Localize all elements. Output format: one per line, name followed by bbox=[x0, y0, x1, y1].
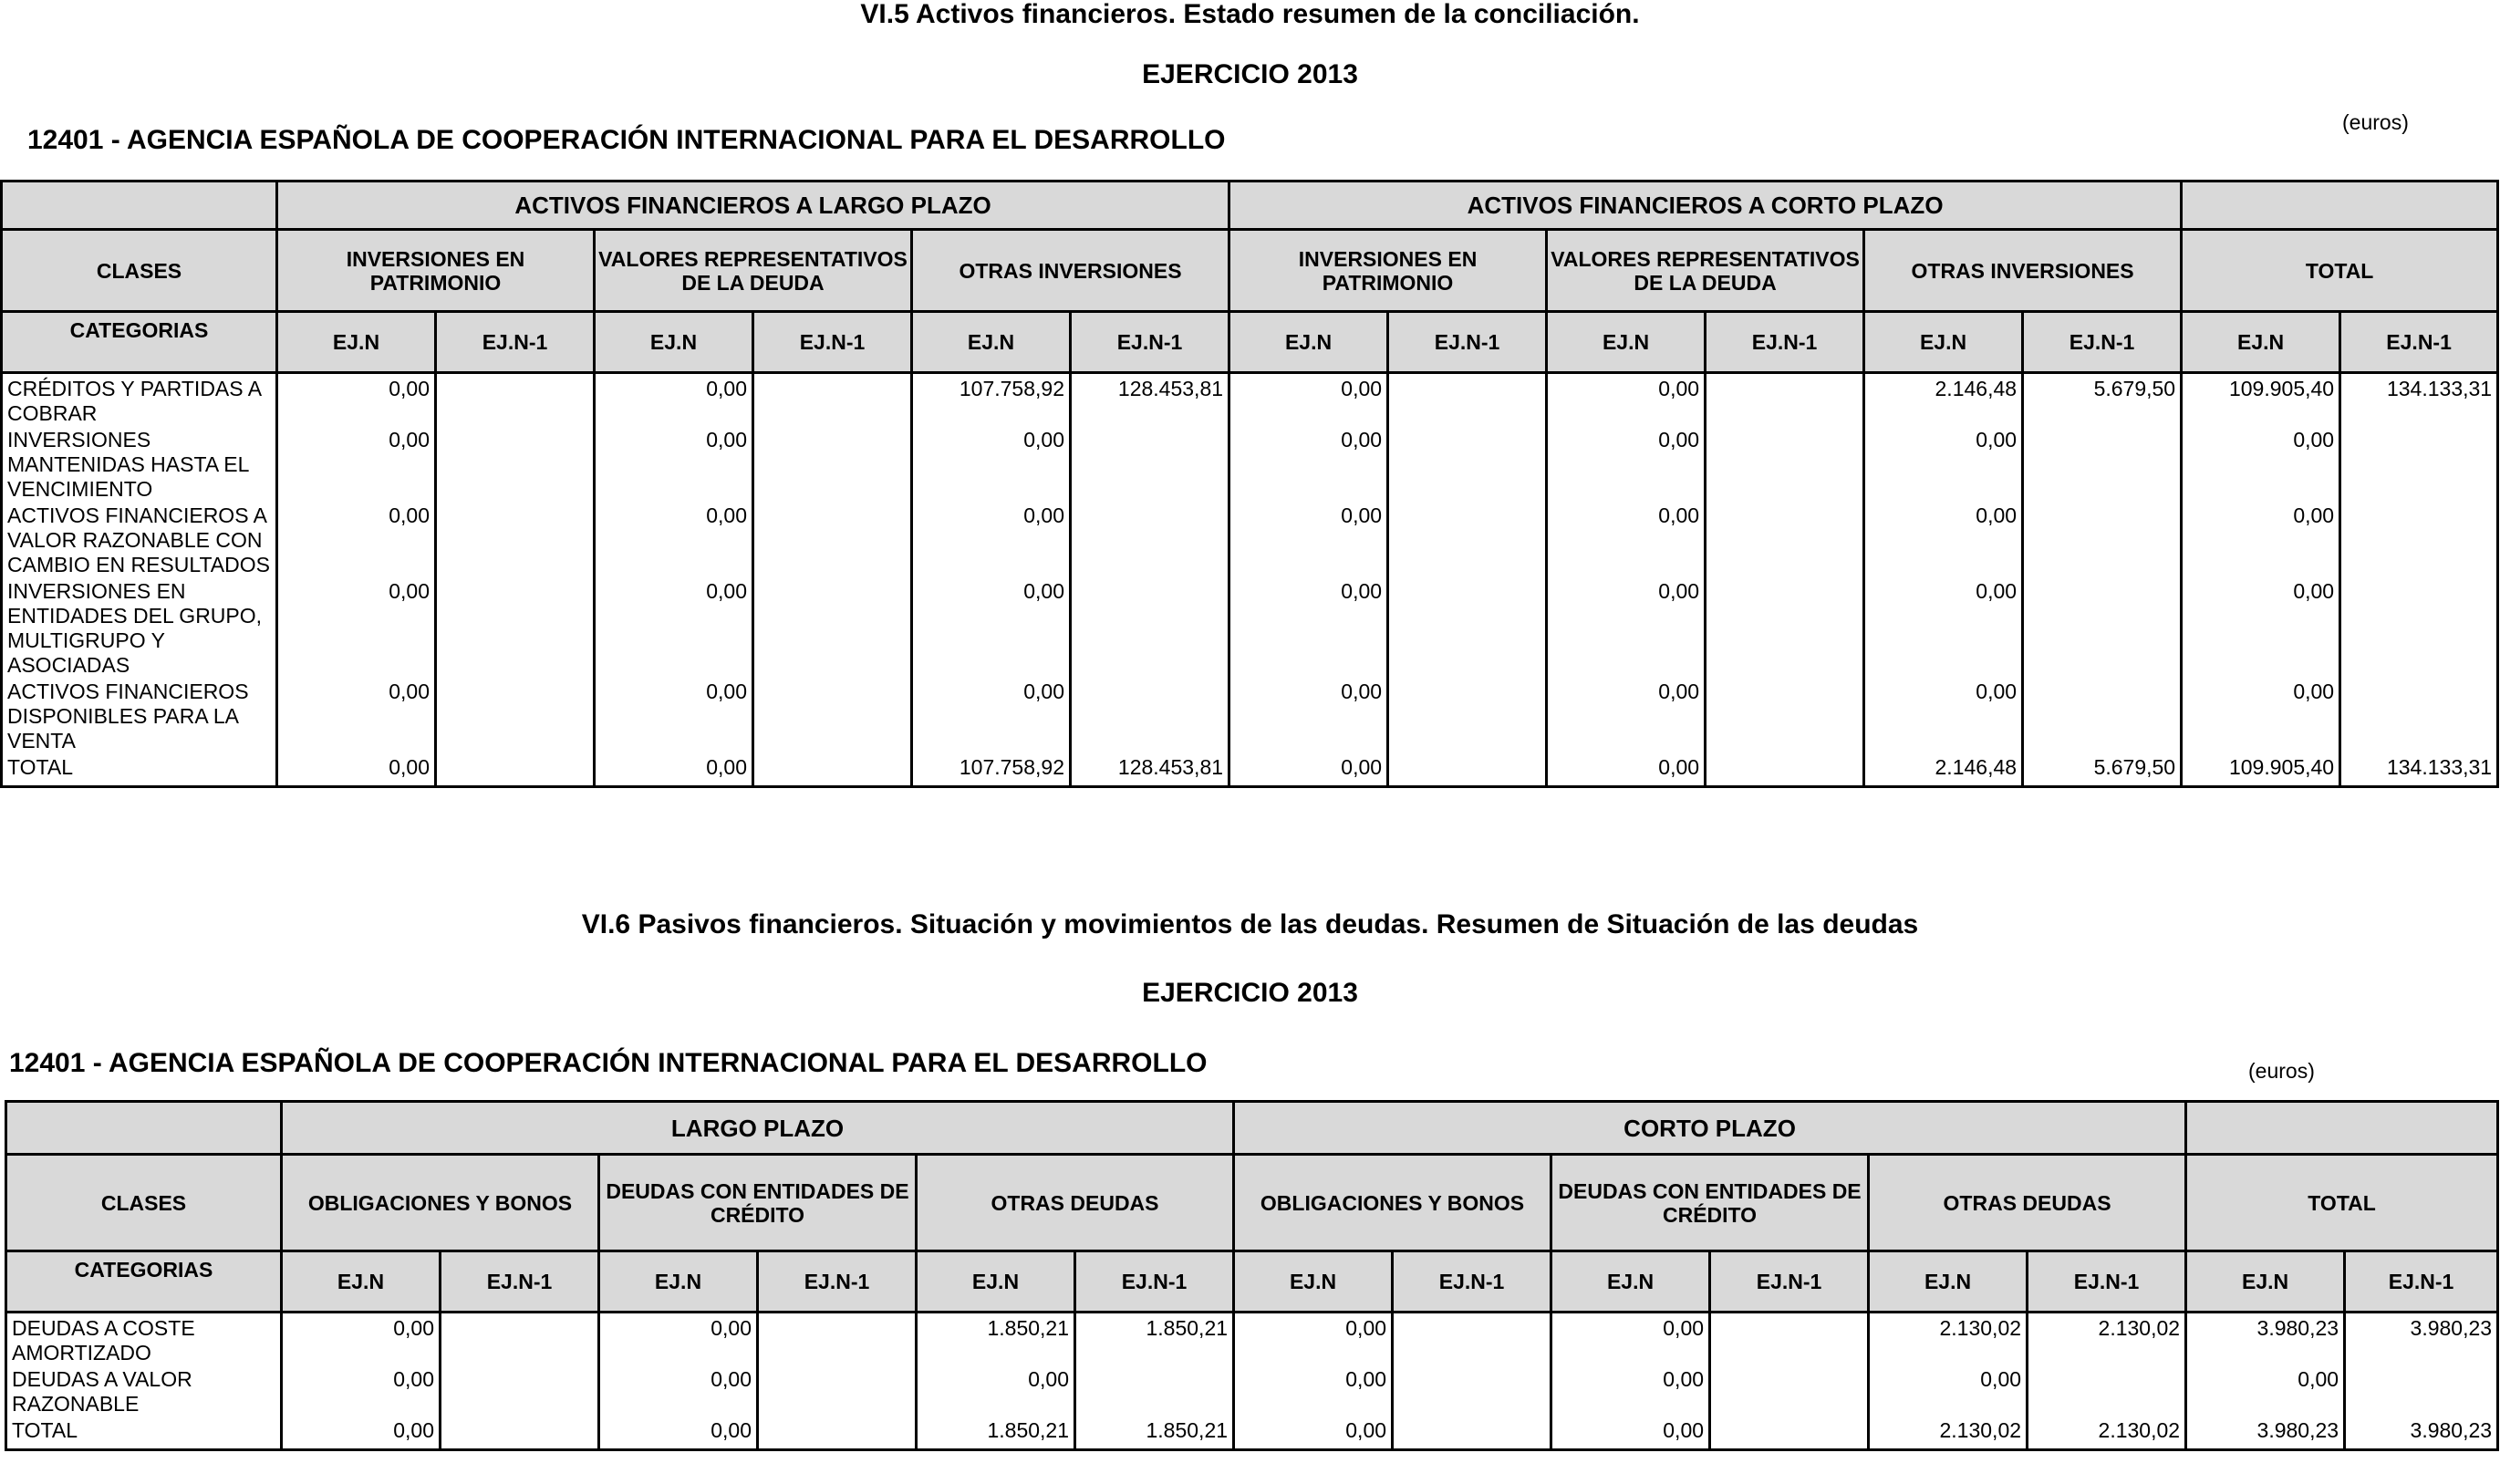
row-label: CRÉDITOS Y PARTIDAS A COBRAR bbox=[2, 373, 277, 427]
section2-title: VI.6 Pasivos financieros. Situación y movimientos de las deudas. Resumen de Situación de las deudas bbox=[581, 909, 1919, 939]
table-row bbox=[2, 678, 2498, 753]
value-cell bbox=[436, 753, 595, 787]
value-cell bbox=[1393, 1313, 1551, 1366]
header-ejn: EJ.N bbox=[912, 312, 1071, 373]
header-col3-long: OTRAS INVERSIONES bbox=[912, 230, 1229, 312]
value-cell: 0,00 bbox=[1547, 753, 1706, 787]
value-cell: 0,00 bbox=[595, 678, 753, 753]
header-ejn: EJ.N bbox=[595, 312, 753, 373]
value-cell: 134.133,31 bbox=[2340, 373, 2498, 427]
value-cell: 0,00 bbox=[1864, 426, 2023, 502]
header-categorias: CATEGORIAS bbox=[6, 1251, 282, 1313]
value-cell: 0,00 bbox=[277, 373, 436, 427]
section1-entity: 12401 - AGENCIA ESPAÑOLA DE COOPERACIÓN INTERNACIONAL PARA EL DESARROLLO bbox=[27, 125, 1226, 155]
row-label: TOTAL bbox=[6, 1417, 282, 1450]
value-cell bbox=[1388, 373, 1547, 427]
header-col2-short: VALORES REPRESENTATIVOS DE LA DEUDA bbox=[1547, 230, 1864, 312]
header-col3-long: OTRAS DEUDAS bbox=[917, 1155, 1234, 1251]
value-cell: 128.453,81 bbox=[1071, 753, 1229, 787]
value-cell bbox=[1071, 502, 1229, 577]
value-cell: 0,00 bbox=[277, 426, 436, 502]
value-cell bbox=[753, 373, 912, 427]
section1-year: EJERCICIO 2013 bbox=[1142, 59, 1358, 89]
header-ejn: EJ.N bbox=[2186, 1251, 2345, 1313]
header-ejn1: EJ.N-1 bbox=[2023, 312, 2182, 373]
value-cell: 3.980,23 bbox=[2186, 1313, 2345, 1366]
value-cell bbox=[436, 577, 595, 678]
value-cell: 3.980,23 bbox=[2345, 1313, 2498, 1366]
value-cell: 0,00 bbox=[1551, 1417, 1710, 1450]
value-cell bbox=[2340, 502, 2498, 577]
value-cell: 1.850,21 bbox=[1075, 1417, 1234, 1450]
value-cell: 109.905,40 bbox=[2182, 373, 2340, 427]
value-cell: 0,00 bbox=[595, 373, 753, 427]
activos-financieros-table bbox=[0, 180, 2499, 788]
value-cell: 0,00 bbox=[277, 577, 436, 678]
value-cell bbox=[1388, 753, 1547, 787]
value-cell: 107.758,92 bbox=[912, 753, 1071, 787]
value-cell: 5.679,50 bbox=[2023, 753, 2182, 787]
value-cell: 0,00 bbox=[912, 577, 1071, 678]
section2-entity: 12401 - AGENCIA ESPAÑOLA DE COOPERACIÓN INTERNACIONAL PARA EL DESARROLLO bbox=[9, 1048, 1208, 1078]
value-cell bbox=[441, 1313, 599, 1366]
value-cell: 0,00 bbox=[1864, 678, 2023, 753]
header-group-long: ACTIVOS FINANCIEROS A LARGO PLAZO bbox=[277, 182, 1229, 230]
value-cell: 0,00 bbox=[2182, 577, 2340, 678]
value-cell: 0,00 bbox=[277, 753, 436, 787]
table-row bbox=[6, 1313, 2498, 1366]
header-col3-short: OTRAS INVERSIONES bbox=[1864, 230, 2182, 312]
header-empty-total bbox=[2186, 1102, 2498, 1155]
value-cell bbox=[1706, 502, 1864, 577]
header-col2-long: VALORES REPRESENTATIVOS DE LA DEUDA bbox=[595, 230, 912, 312]
value-cell: 2.130,02 bbox=[2028, 1417, 2186, 1450]
pasivos-financieros-table bbox=[5, 1100, 2499, 1451]
value-cell: 0,00 bbox=[2182, 426, 2340, 502]
value-cell bbox=[2023, 502, 2182, 577]
header-ejn1: EJ.N-1 bbox=[1075, 1251, 1234, 1313]
header-ejn: EJ.N bbox=[1234, 1251, 1393, 1313]
value-cell bbox=[1071, 678, 1229, 753]
table-row bbox=[6, 1365, 2498, 1417]
value-cell: 0,00 bbox=[1229, 577, 1388, 678]
value-cell: 0,00 bbox=[599, 1313, 758, 1366]
table-row bbox=[2, 577, 2498, 678]
value-cell bbox=[1075, 1365, 1234, 1417]
value-cell bbox=[2345, 1365, 2498, 1417]
value-cell bbox=[436, 373, 595, 427]
header-col1-long: INVERSIONES EN PATRIMONIO bbox=[277, 230, 595, 312]
header-ejn: EJ.N bbox=[1229, 312, 1388, 373]
value-cell: 0,00 bbox=[912, 678, 1071, 753]
value-cell: 0,00 bbox=[1869, 1365, 2028, 1417]
header-ejn: EJ.N bbox=[2182, 312, 2340, 373]
value-cell bbox=[1071, 577, 1229, 678]
value-cell: 0,00 bbox=[1547, 502, 1706, 577]
value-cell bbox=[2340, 426, 2498, 502]
value-cell bbox=[1710, 1313, 1869, 1366]
row-label: ACTIVOS FINANCIEROS DISPONIBLES PARA LA VENTA bbox=[2, 678, 277, 753]
value-cell bbox=[1393, 1417, 1551, 1450]
value-cell: 3.980,23 bbox=[2345, 1417, 2498, 1450]
value-cell: 0,00 bbox=[599, 1365, 758, 1417]
header-ejn: EJ.N bbox=[1547, 312, 1706, 373]
value-cell bbox=[2023, 577, 2182, 678]
header-ejn: EJ.N bbox=[599, 1251, 758, 1313]
value-cell bbox=[753, 753, 912, 787]
value-cell: 0,00 bbox=[1547, 678, 1706, 753]
value-cell: 0,00 bbox=[1551, 1365, 1710, 1417]
header-ejn: EJ.N bbox=[1551, 1251, 1710, 1313]
value-cell bbox=[1706, 678, 1864, 753]
value-cell: 1.850,21 bbox=[917, 1313, 1075, 1366]
value-cell bbox=[1706, 577, 1864, 678]
value-cell bbox=[1071, 426, 1229, 502]
value-cell: 2.130,02 bbox=[1869, 1417, 2028, 1450]
value-cell bbox=[436, 502, 595, 577]
value-cell: 0,00 bbox=[1547, 577, 1706, 678]
table-row bbox=[2, 753, 2498, 787]
header-col3-short: OTRAS DEUDAS bbox=[1869, 1155, 2186, 1251]
header-empty bbox=[6, 1102, 282, 1155]
value-cell: 2.130,02 bbox=[2028, 1313, 2186, 1366]
section2-units: (euros) bbox=[2248, 1059, 2315, 1083]
value-cell bbox=[1710, 1365, 1869, 1417]
value-cell: 0,00 bbox=[1229, 426, 1388, 502]
value-cell: 128.453,81 bbox=[1071, 373, 1229, 427]
value-cell: 0,00 bbox=[1547, 373, 1706, 427]
value-cell: 134.133,31 bbox=[2340, 753, 2498, 787]
value-cell: 0,00 bbox=[912, 426, 1071, 502]
header-total: TOTAL bbox=[2182, 230, 2498, 312]
value-cell bbox=[753, 426, 912, 502]
value-cell bbox=[753, 678, 912, 753]
value-cell: 0,00 bbox=[277, 502, 436, 577]
value-cell: 2.130,02 bbox=[1869, 1313, 2028, 1366]
value-cell: 0,00 bbox=[595, 577, 753, 678]
header-col1-short: OBLIGACIONES Y BONOS bbox=[1234, 1155, 1551, 1251]
value-cell bbox=[1710, 1417, 1869, 1450]
value-cell: 0,00 bbox=[1864, 502, 2023, 577]
header-ejn1: EJ.N-1 bbox=[2340, 312, 2498, 373]
row-label: INVERSIONES EN ENTIDADES DEL GRUPO, MULTIGRUPO Y ASOCIADAS bbox=[2, 577, 277, 678]
header-group-short: ACTIVOS FINANCIEROS A CORTO PLAZO bbox=[1229, 182, 2182, 230]
value-cell: 0,00 bbox=[1234, 1417, 1393, 1450]
header-col2-long: DEUDAS CON ENTIDADES DE CRÉDITO bbox=[599, 1155, 917, 1251]
value-cell bbox=[1706, 426, 1864, 502]
header-ejn1: EJ.N-1 bbox=[1393, 1251, 1551, 1313]
header-ejn1: EJ.N-1 bbox=[1388, 312, 1547, 373]
header-ejn1: EJ.N-1 bbox=[753, 312, 912, 373]
value-cell bbox=[758, 1417, 917, 1450]
value-cell: 0,00 bbox=[277, 678, 436, 753]
header-ejn: EJ.N bbox=[917, 1251, 1075, 1313]
value-cell bbox=[1706, 753, 1864, 787]
header-ejn: EJ.N bbox=[1864, 312, 2023, 373]
value-cell: 0,00 bbox=[1229, 753, 1388, 787]
value-cell bbox=[2028, 1365, 2186, 1417]
value-cell bbox=[753, 502, 912, 577]
value-cell: 0,00 bbox=[1234, 1313, 1393, 1366]
value-cell: 2.146,48 bbox=[1864, 373, 2023, 427]
row-label: ACTIVOS FINANCIEROS A VALOR RAZONABLE CON CAMBIO EN RESULTADOS bbox=[2, 502, 277, 577]
value-cell: 0,00 bbox=[1551, 1313, 1710, 1366]
value-cell bbox=[441, 1417, 599, 1450]
value-cell: 0,00 bbox=[912, 502, 1071, 577]
value-cell bbox=[436, 678, 595, 753]
header-clases: CLASES bbox=[2, 230, 277, 312]
value-cell: 0,00 bbox=[1229, 373, 1388, 427]
value-cell: 0,00 bbox=[1234, 1365, 1393, 1417]
header-ejn1: EJ.N-1 bbox=[758, 1251, 917, 1313]
value-cell: 2.146,48 bbox=[1864, 753, 2023, 787]
header-ejn1: EJ.N-1 bbox=[441, 1251, 599, 1313]
header-ejn1: EJ.N-1 bbox=[1071, 312, 1229, 373]
header-total: TOTAL bbox=[2186, 1155, 2498, 1251]
header-empty-total bbox=[2182, 182, 2498, 230]
value-cell bbox=[2023, 678, 2182, 753]
value-cell: 0,00 bbox=[1229, 678, 1388, 753]
row-label: DEUDAS A VALOR RAZONABLE bbox=[6, 1365, 282, 1417]
value-cell: 0,00 bbox=[2182, 678, 2340, 753]
value-cell bbox=[1388, 426, 1547, 502]
header-col2-short: DEUDAS CON ENTIDADES DE CRÉDITO bbox=[1551, 1155, 1869, 1251]
value-cell bbox=[1388, 577, 1547, 678]
header-ejn1: EJ.N-1 bbox=[2345, 1251, 2498, 1313]
value-cell bbox=[1706, 373, 1864, 427]
value-cell: 0,00 bbox=[595, 426, 753, 502]
header-ejn: EJ.N bbox=[1869, 1251, 2028, 1313]
value-cell: 0,00 bbox=[917, 1365, 1075, 1417]
header-ejn1: EJ.N-1 bbox=[436, 312, 595, 373]
header-ejn: EJ.N bbox=[277, 312, 436, 373]
value-cell bbox=[1388, 678, 1547, 753]
value-cell bbox=[2340, 678, 2498, 753]
value-cell bbox=[1393, 1365, 1551, 1417]
value-cell bbox=[436, 426, 595, 502]
value-cell: 0,00 bbox=[1864, 577, 2023, 678]
row-label: DEUDAS A COSTE AMORTIZADO bbox=[6, 1313, 282, 1366]
table-row bbox=[2, 373, 2498, 427]
table-row bbox=[6, 1417, 2498, 1450]
value-cell bbox=[758, 1365, 917, 1417]
value-cell: 0,00 bbox=[1229, 502, 1388, 577]
value-cell: 0,00 bbox=[2186, 1365, 2345, 1417]
row-label: INVERSIONES MANTENIDAS HASTA EL VENCIMIENTO bbox=[2, 426, 277, 502]
value-cell bbox=[2340, 577, 2498, 678]
value-cell: 1.850,21 bbox=[1075, 1313, 1234, 1366]
value-cell: 0,00 bbox=[282, 1417, 441, 1450]
header-ejn: EJ.N bbox=[282, 1251, 441, 1313]
value-cell: 0,00 bbox=[599, 1417, 758, 1450]
section2-year: EJERCICIO 2013 bbox=[1142, 978, 1358, 1008]
table-row bbox=[2, 502, 2498, 577]
header-categorias: CATEGORIAS bbox=[2, 312, 277, 373]
value-cell bbox=[758, 1313, 917, 1366]
value-cell: 0,00 bbox=[282, 1365, 441, 1417]
value-cell: 1.850,21 bbox=[917, 1417, 1075, 1450]
value-cell: 0,00 bbox=[1547, 426, 1706, 502]
value-cell: 0,00 bbox=[282, 1313, 441, 1366]
table-row bbox=[2, 426, 2498, 502]
row-label: TOTAL bbox=[2, 753, 277, 787]
header-clases: CLASES bbox=[6, 1155, 282, 1251]
value-cell: 109.905,40 bbox=[2182, 753, 2340, 787]
section1-title: VI.5 Activos financieros. Estado resumen de la conciliación. bbox=[860, 0, 1640, 29]
value-cell bbox=[2023, 426, 2182, 502]
value-cell: 107.758,92 bbox=[912, 373, 1071, 427]
value-cell bbox=[441, 1365, 599, 1417]
value-cell bbox=[1388, 502, 1547, 577]
header-empty bbox=[2, 182, 277, 230]
header-ejn1: EJ.N-1 bbox=[2028, 1251, 2186, 1313]
header-col1-long: OBLIGACIONES Y BONOS bbox=[282, 1155, 599, 1251]
header-ejn1: EJ.N-1 bbox=[1710, 1251, 1869, 1313]
value-cell: 3.980,23 bbox=[2186, 1417, 2345, 1450]
header-ejn1: EJ.N-1 bbox=[1706, 312, 1864, 373]
value-cell: 5.679,50 bbox=[2023, 373, 2182, 427]
value-cell bbox=[753, 577, 912, 678]
section1-units: (euros) bbox=[2342, 110, 2409, 134]
value-cell: 0,00 bbox=[595, 753, 753, 787]
value-cell: 0,00 bbox=[595, 502, 753, 577]
value-cell: 0,00 bbox=[2182, 502, 2340, 577]
header-group-long: LARGO PLAZO bbox=[282, 1102, 1234, 1155]
header-group-short: CORTO PLAZO bbox=[1234, 1102, 2186, 1155]
header-col1-short: INVERSIONES EN PATRIMONIO bbox=[1229, 230, 1547, 312]
